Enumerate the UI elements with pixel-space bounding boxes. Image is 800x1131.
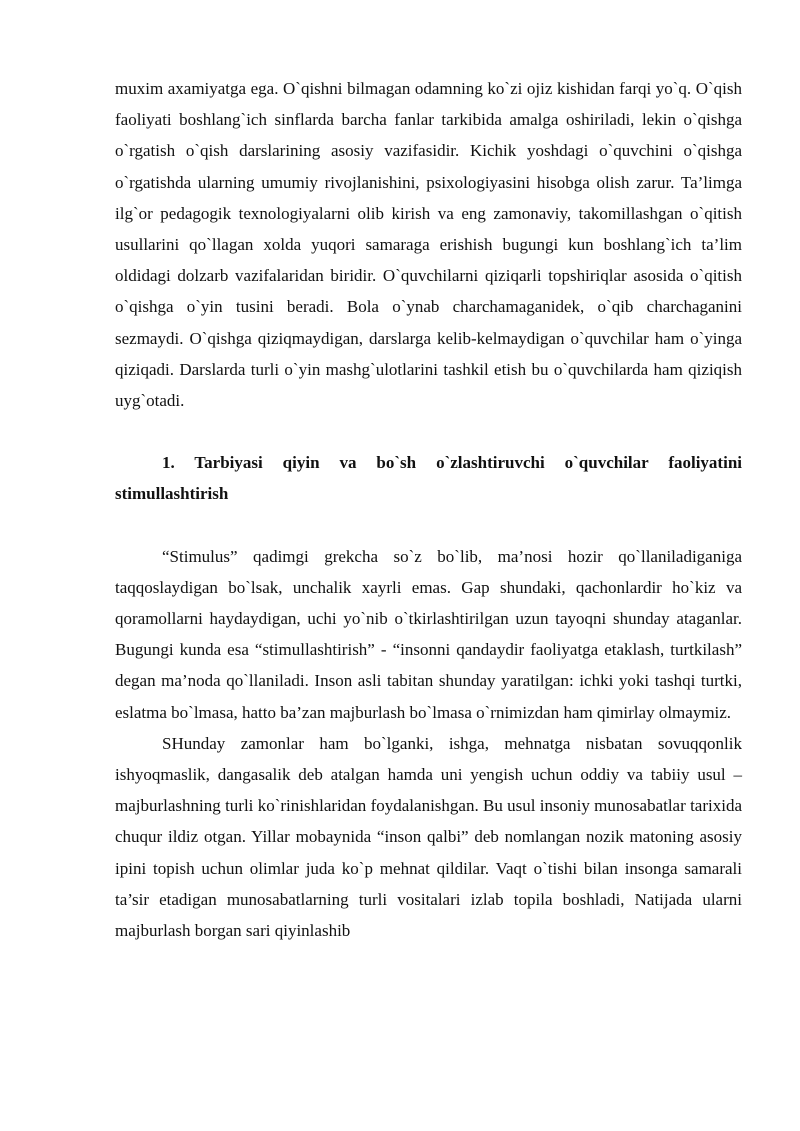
document-body (115, 73, 742, 946)
paragraph-stimulus: “Stimulus” qadimgi grekcha so`z bo`lib, ma’nosi hozir qo`llaniladiganiga taqqoslaydigan bo`lsak, unchalik xayrli emas. Gap shundaki, qachonlardir ho`kiz va qoramollarni haydaydigan, uchi yo`nib o`tkirlashtirilgan uzun tayoqni shunday ataganlar. Bugungi kunda esa “stimullashtirish” - “insonni qandaydir faoliyatga etaklash, turtkilash” degan ma’noda qo`llaniladi. Inson asli tabitan shunday yaratilgan: ichki yoki tashqi turtki, eslatma bo`lmasa, hatto ba’zan majburlash bo`lmasa o`rnimizdan ham qimirlay olmaymiz. (115, 546, 742, 722)
intro-paragraph: muxim axamiyatga ega. O`qishni bilmagan odamning ko`zi ojiz kishidan farqi yo`q. O`qish faoliyati boshlang`ich sinflarda barcha fanlar tarkibida amalga oshiriladi, lekin o`qishga o`rgatish o`qish darslarining asosiy vazifasidir. Kichik yoshdagi o`quvchini o`qishga o`rgatishda ularning umumiy rivojlanishini, psixologiyasini hisobga olish zarur. Ta’limga ilg`or pedagogik texnologiyalarni olib kirish va eng zamonaviy, takomillashgan o`qitish usullarini qo`llagan xolda yuqori samaraga erishish bugungi kun boshlang`ich ta’lim oldidagi dolzarb vazifalaridan biridir. O`quvchilarni qiziqarli topshiriqlar asosida o`qitish o`qishga o`yin tusini beradi. Bola o`ynab charchamaganidek, o`qib charchaganini sezmaydi. O`qishga qiziqmaydigan, darslarga kelib-kelmaydigan o`quvchilar ham o`yinga qiziqadi. Darslarda turli o`yin mashg`ulotlarini tashkil etish bu o`quvchilarda ham qiziqish uyg`otadi. (115, 79, 742, 411)
paragraph-shunday: SHunday zamonlar ham bo`lganki, ishga, mehnatga nisbatan sovuqqonlik ishyoqmaslik, dangasalik deb atalgan hamda uni yengish uchun oddiy va tabiiy usul – majburlashning turli ko`rinishlaridan foydalanishgan. Bu usul insoniy munosabatlar tarixida chuqur ildiz otgan. Yillar mobaynida “inson qalbi” deb nomlangan nozik matoning asosiy ipini topish uchun olimlar juda ko`p mehnat qildilar. Vaqt o`tishi bilan insonga samarali ta’sir etadigan munosabatlarning turli vositalari izlab topila boshladi, Natijada ularni majburlash borgan sari qiyinlashib (115, 733, 742, 941)
section-heading: 1. Tarbiyasi qiyin va bo`sh o`zlashtiruvchi o`quvchilar faoliyatini stimullashtirish (115, 453, 742, 504)
